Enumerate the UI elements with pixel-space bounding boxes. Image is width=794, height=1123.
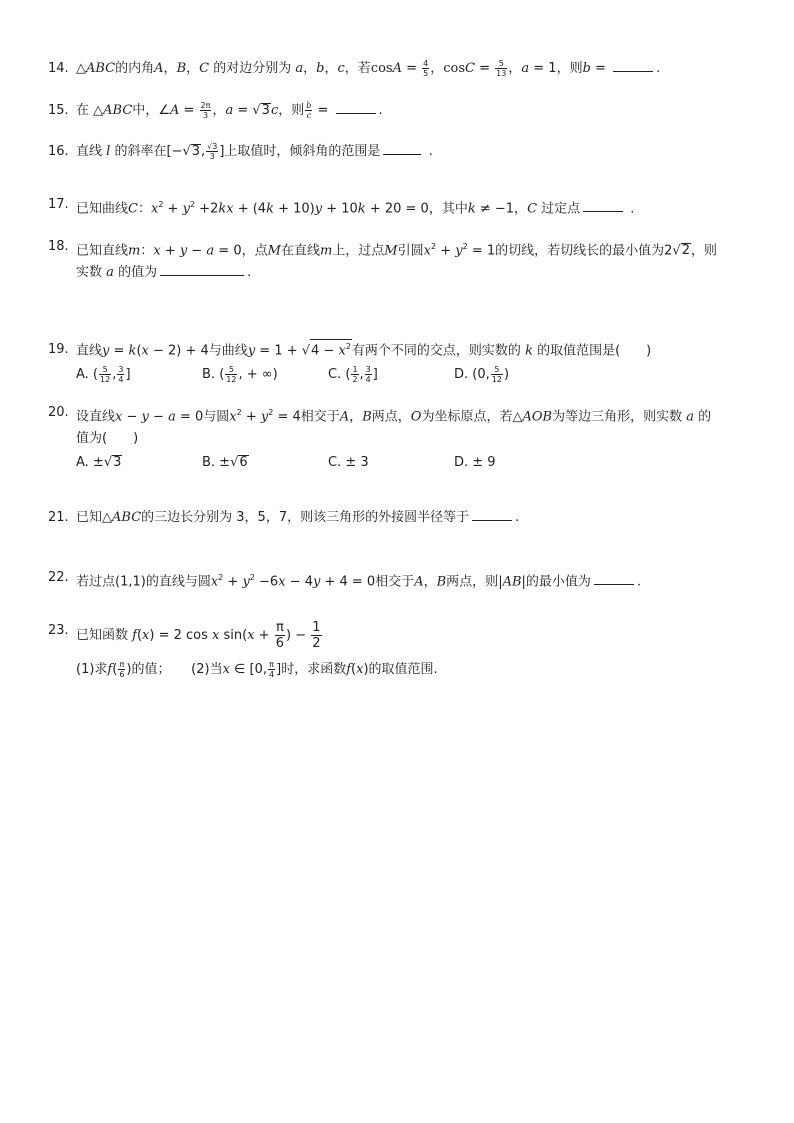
answer-blank[interactable] (472, 508, 512, 521)
option-a[interactable]: A. ±√3 (76, 455, 122, 471)
question-23: 23. 已知函数 f(x) = 2 cos x sin(x + $\frac{\pi}{6}$ ) − $\frac{1}{2}$ (1)求f( $\frac{\pi}{6}$ )的值； (2)当x ∈ [0, $\frac{\pi}{4}$ ]时，求函数f(x)的取值范围. (48, 620, 438, 679)
question-number: 20. (48, 405, 69, 420)
question-17: 17. 已知曲线C：$x^2 + y^2 +2kx + (4k + 10)y + 10k + 20 = 0$，其中k ≠ −1，C 过定点 . (48, 194, 754, 220)
option-b[interactable]: B. ±√6 (202, 455, 248, 471)
answer-blank[interactable] (336, 101, 376, 114)
question-21: 21. 已知△ABC的三边长分别为 3，5，7，则该三角形的外接圆半径等于 . (48, 507, 754, 529)
options-row (76, 452, 754, 474)
question-number: 15. (48, 103, 69, 118)
option-c[interactable]: C. ± 3 (328, 455, 369, 471)
answer-blank[interactable] (383, 142, 421, 155)
question-number: 17. (48, 197, 69, 212)
question-14: 14. △ABC的内角A，B，C 的对边分别为 a，b，c，若cosA = $\frac{4}{5}$ ，cosC = $\frac{5}{13}$ ，a = 1，则b = . (48, 59, 661, 78)
question-18: 18. 已知直线m：x + y − a = 0，点M在直线m上，过点M引圆$x^2 + y^2 = 1$的切线，若切线长的最小值为2√2，则 实数 a 的值为 . (48, 236, 754, 284)
question-15: 15. 在 △ABC中，∠A = $\frac{2\pi}{3}$ ，a = √3c，则 $\frac{b}{c}$ = . (48, 101, 383, 120)
options-row (76, 364, 754, 386)
option-d[interactable]: D. (0, $\frac{5}{12}$ ) (454, 365, 510, 385)
question-19: 19. 直线y = k(x − 2) + 4与曲线$y = 1 + √4 - x^2$有两个不同的交点，则实数的 k 的取值范围是( ) A. ( $\frac{5}{12}$ , $\frac{3}{4}$ ] B. ( $\frac{5}{12}$ , + ∞) C. ( $\frac{1}{2}$ , $\frac{3}{4}$ ] D. (0, $\frac{5}{12}$ ) (48, 339, 754, 386)
answer-blank[interactable] (160, 263, 244, 276)
question-number: 14. (48, 61, 69, 76)
question-number: 22. (48, 570, 69, 585)
answer-blank[interactable] (613, 59, 653, 72)
option-d[interactable]: D. ± 9 (454, 455, 496, 471)
answer-blank[interactable] (594, 572, 634, 585)
question-number: 21. (48, 510, 69, 525)
question-20: 20. 设直线x − y − a = 0与圆$x^2 + y^2 = 4$相交于A，B两点，O为坐标原点，若△AOB为等边三角形，则实数 a 的 值为( ) A. ±√3 B. ±√6 C. ± 3 D. ± 9 (48, 402, 754, 474)
question-number: 23. (48, 623, 69, 638)
question-number: 16. (48, 144, 69, 159)
question-number: 19. (48, 342, 69, 357)
option-a[interactable]: A. ( $\frac{5}{12}$ , $\frac{3}{4}$ ] (76, 365, 131, 385)
question-16: 16. 直线 l 的斜率在[−√3, $\frac{√3}{3}$ ]上取值时，倾斜角的范围是 . (48, 142, 433, 161)
option-b[interactable]: B. ( $\frac{5}{12}$ , + ∞) (202, 365, 278, 385)
answer-blank[interactable] (583, 199, 623, 212)
question-number: 18. (48, 239, 69, 254)
question-22: 22. 若过点(1,1)的直线与圆$x^2 + y^2 -6x - 4y + 4 = 0$相交于A，B两点，则|AB|的最小值为 . (48, 567, 754, 593)
option-c[interactable]: C. ( $\frac{1}{2}$ , $\frac{3}{4}$ ] (328, 365, 378, 385)
